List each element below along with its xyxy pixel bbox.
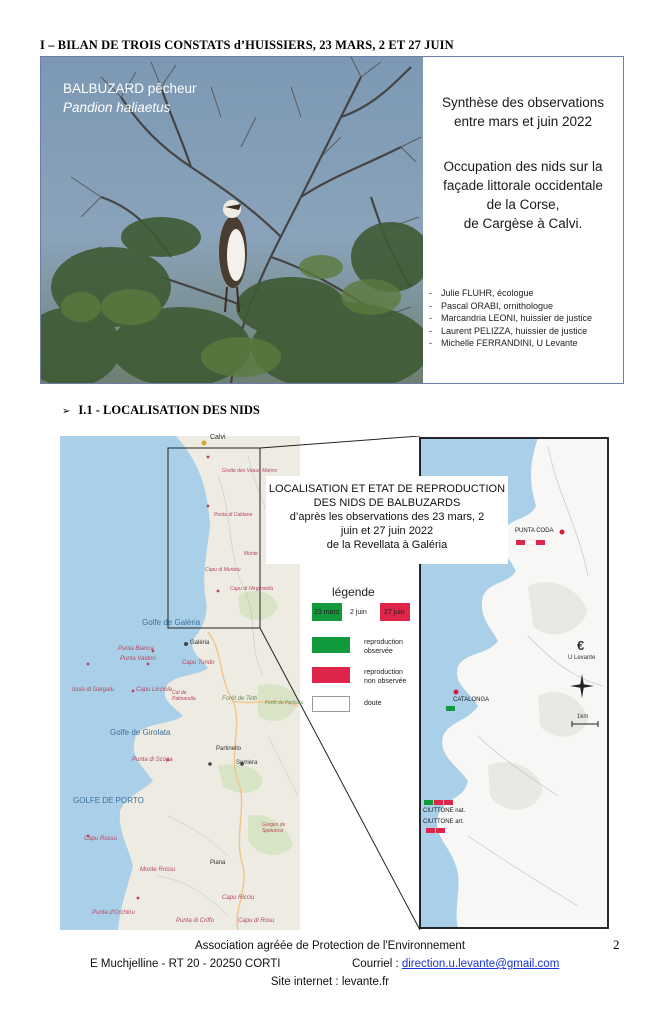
bird-name: BALBUZARD pêcheur xyxy=(63,81,197,96)
nest-label: PUNTA CODA xyxy=(515,528,554,534)
place-label: GOLFE DE PORTO xyxy=(73,796,144,805)
map-title-line: d’après les observations des 23 mars, 2 xyxy=(289,511,485,523)
footer-address: E Muchjelline - RT 20 - 20250 CORTI xyxy=(90,958,281,970)
map-title-line: de la Revellata à Galéria xyxy=(326,539,448,551)
synthesis-line-1: Synthèse des observations xyxy=(441,95,605,110)
legend-label-line: reproduction xyxy=(364,639,403,646)
synthesis-title xyxy=(423,93,623,131)
cover-panel xyxy=(40,56,624,384)
map-title-line: DES NIDS DE BALBUZARDS xyxy=(313,497,461,509)
legend-date: 23 mars xyxy=(314,609,340,616)
place-label: Gorges de Spelunca xyxy=(262,822,286,834)
place-label: Golfe de Girolata xyxy=(110,728,171,737)
email-link[interactable]: direction.u.levante@gmail.com xyxy=(401,958,560,970)
legend-title: légende xyxy=(332,585,375,599)
place-label: Partinello xyxy=(216,746,242,752)
brand-label: U Levante xyxy=(568,655,596,661)
legend-label-not-observed xyxy=(364,668,406,686)
place-label: Piana xyxy=(210,860,226,866)
authors-list xyxy=(429,287,592,350)
place-label: Capu Licciola xyxy=(136,687,173,693)
legend-swatch-doubt xyxy=(312,696,350,712)
occupation-line: façade littorale occidentale xyxy=(443,178,603,193)
map-title-line: juin et 27 juin 2022 xyxy=(340,525,434,537)
occupation-line: de Cargèse à Calvi. xyxy=(463,216,583,231)
section-heading: I – BILAN DE TROIS CONSTATS d’HUISSIERS, 23 MARS, 2 ET 27 JUIN xyxy=(40,38,454,52)
nest-chips-punta-coda xyxy=(516,540,545,545)
legend-date: 27 juin xyxy=(384,609,405,616)
place-label: Capu di l'Argentella xyxy=(230,586,274,592)
legend-label-line: reproduction xyxy=(364,669,403,676)
place-label: Forêt de Tetti xyxy=(222,696,258,702)
place-label: Monte xyxy=(244,551,258,557)
place-label: Isola di Gargalu xyxy=(72,687,115,693)
u-levante-logo-icon: € xyxy=(577,638,585,653)
place-label: Golfe de Galéria xyxy=(142,618,201,627)
bird-latin-name: Pandion haliaetus xyxy=(63,100,171,115)
place-label: Grotte des Veaux Marins xyxy=(222,468,278,474)
place-label: Serriera xyxy=(236,760,258,766)
scale-label: 1km xyxy=(577,714,589,720)
occupation-line: de la Corse, xyxy=(486,197,560,212)
author-item: - Michelle FERRANDINI, U Levante xyxy=(429,337,592,350)
footer-mail-label: Courriel : xyxy=(352,958,402,970)
legend-swatch-not-observed xyxy=(312,667,350,683)
bird-caption xyxy=(63,79,197,117)
footer-association: Association agréée de Protection de l'Environnement xyxy=(194,940,466,952)
subsection-title xyxy=(62,403,260,418)
place-label: Monte Rossu xyxy=(140,867,176,873)
place-label: Capu di Rosu xyxy=(238,918,275,924)
legend-label-doubt: doute xyxy=(364,700,382,707)
place-label: Punta di Caldane xyxy=(214,512,253,518)
author-item: - Laurent PELIZZA, huissier de justice xyxy=(429,325,592,338)
author-item: - Pascal ORABI, ornithologue xyxy=(429,300,592,313)
place-label: Punta di Scopa xyxy=(132,757,173,763)
place-label: Punta Bianca xyxy=(118,646,154,652)
place-label: Galéria xyxy=(190,640,210,646)
occupation-line: Occupation des nids sur la xyxy=(443,159,603,174)
legend-label-line: observée xyxy=(364,648,393,655)
place-label: Forêt du Pericatu xyxy=(265,700,304,706)
footer-website: Site internet : levante.fr xyxy=(270,976,390,988)
nest-label: CATALONGA xyxy=(453,697,490,703)
map-title-box xyxy=(266,476,508,564)
osprey-photo xyxy=(41,57,423,383)
author-item: - Julie FLUHR, écologue xyxy=(429,287,592,300)
place-label: Punta Vaidori xyxy=(120,656,156,662)
synthesis-line-2: entre mars et juin 2022 xyxy=(453,114,593,129)
nest-label: CIUTTONE art. xyxy=(423,819,464,825)
legend-date: 2 juin xyxy=(350,609,367,616)
occupation-title xyxy=(423,157,623,233)
place-label: Capu di Murtetu xyxy=(205,567,241,573)
author-item: - Marcandria LEONI, huissier de justice xyxy=(429,312,592,325)
place-label: Calvi xyxy=(210,434,226,441)
footer-mail xyxy=(352,958,559,970)
place-label: Capu Rossu xyxy=(84,836,118,842)
subsection-title-text: I.1 - LOCALISATION DES NIDS xyxy=(78,403,260,417)
place-label: Col de Palmarella xyxy=(172,690,196,702)
place-label: Capu Tondo xyxy=(182,660,215,666)
legend-label-line: non observée xyxy=(364,678,407,685)
page-number: 2 xyxy=(613,937,620,952)
arrow-bullet-icon: ➢ xyxy=(62,406,71,417)
place-label: Punta di Criffo xyxy=(176,918,215,924)
legend-label-observed xyxy=(364,638,403,656)
map-title-line: LOCALISATION ET ETAT DE REPRODUCTION xyxy=(268,483,506,495)
nest-label: CIUTTONE nat. xyxy=(423,808,466,814)
place-label: Punta d'Orchinu xyxy=(92,910,135,916)
legend-swatch-observed xyxy=(312,637,350,653)
place-label: Capu Ricciu xyxy=(222,895,255,901)
